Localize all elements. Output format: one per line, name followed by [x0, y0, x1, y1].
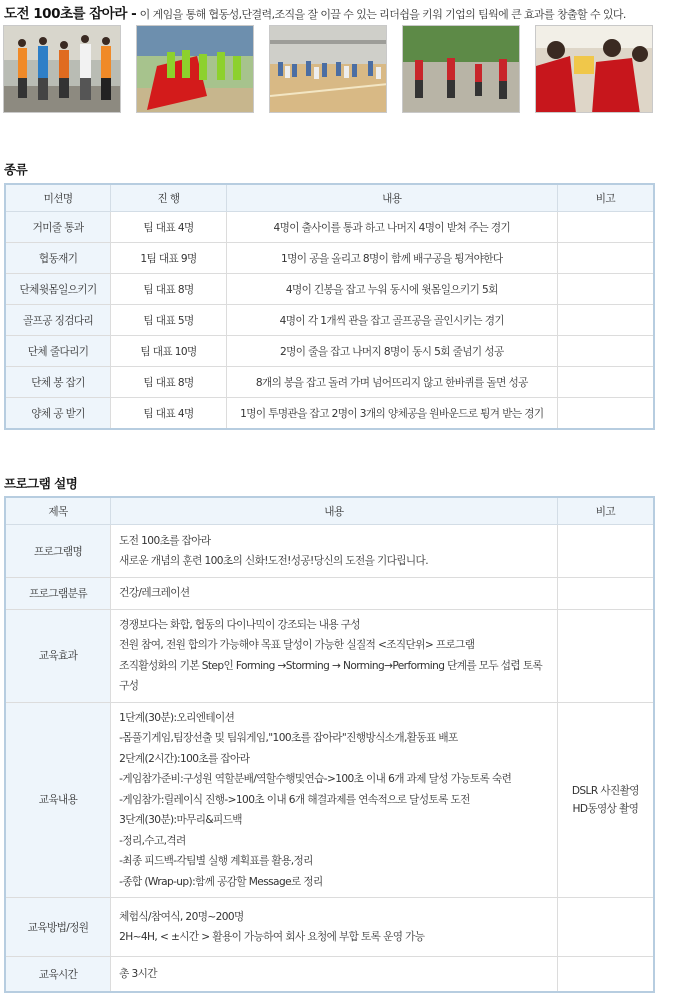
program-note-cell: [557, 957, 654, 993]
photo-red-vests-team: [535, 25, 653, 113]
progress-cell: 팀 대표 8명: [111, 367, 227, 398]
content-line: -게임참가준비:구성원 역할분배/역할수행및연습->100초 이내 6개 과제 달성 가능토록 숙련: [119, 773, 512, 785]
types-table: [4, 183, 655, 430]
program-note-cell: [557, 578, 654, 610]
page-description: 이 게임을 통해 협동성,단결력,조직을 잘 이끌 수 있는 리더쉽을 키워 기업의 팀웍에 큰 효과를 창출할 수 있다.: [139, 8, 626, 21]
content-line: 총 3시간: [119, 967, 157, 980]
program-section-title: 프로그램 설명: [4, 476, 78, 491]
program-content-cell: [111, 578, 558, 610]
progress-cell: 팀 대표 4명: [111, 212, 227, 243]
program-content-cell: [111, 898, 558, 957]
note-line: DSLR 사진촬영: [571, 784, 639, 797]
mission-cell: 단체 봉 잡기: [5, 367, 111, 398]
program-content-cell: [111, 957, 558, 993]
table-row: [5, 578, 654, 610]
content-cell: 4명이 출사이를 통과 하고 나머지 4명이 받쳐 주는 경기: [226, 212, 557, 243]
content-line: 전원 참여, 전원 합의가 가능해야 목표 달성이 가능한 실질적 <조직단위> 프로그램: [119, 639, 475, 651]
content-line: 도전 100초를 잡아라: [119, 534, 211, 547]
table-row: [5, 243, 654, 274]
photo-gym-crowd: [269, 25, 387, 113]
program-label-cell: 프로그램명: [5, 525, 111, 578]
mission-cell: 양체 공 받기: [5, 398, 111, 430]
page-header: [4, 2, 626, 22]
content-line: 2H~4H, < ±시간 > 활용이 가능하여 회사 요청에 부합 토록 운영 가능: [119, 931, 425, 943]
progress-cell: 팀 대표 10명: [111, 336, 227, 367]
program-header-row: [5, 497, 654, 525]
mission-cell: 골프공 징검다리: [5, 305, 111, 336]
column-header-note: 비고: [557, 184, 654, 212]
note-cell: [557, 212, 654, 243]
photo-indoor-group: [3, 25, 121, 113]
types-section-title: 종류: [4, 162, 28, 177]
note-cell: [557, 336, 654, 367]
progress-cell: 1팀 대표 9명: [111, 243, 227, 274]
note-line: HD동영상 촬영: [572, 802, 639, 815]
table-row: [5, 212, 654, 243]
note-cell: [557, 367, 654, 398]
column-header-description: 내용: [111, 497, 558, 525]
content-cell: 1명이 공을 올리고 8명이 함께 배구공을 튕겨야한다: [226, 243, 557, 274]
mission-cell: 협동재기: [5, 243, 111, 274]
program-content-cell: [111, 702, 558, 898]
program-label-cell: 교육시간: [5, 957, 111, 993]
photo-strip: [3, 25, 655, 115]
mission-cell: 거미줄 통과: [5, 212, 111, 243]
table-row: [5, 274, 654, 305]
content-line: 건강/레크레이션: [119, 587, 190, 599]
photo-red-cloth-game: [136, 25, 254, 113]
photo-outdoor-field: [402, 25, 520, 113]
mission-cell: 단체윗몸일으키기: [5, 274, 111, 305]
content-cell: 1명이 투명관을 잡고 2명이 3개의 양체공을 원바운드로 튕겨 받는 경기: [226, 398, 557, 430]
progress-cell: 팀 대표 4명: [111, 398, 227, 430]
table-row: [5, 367, 654, 398]
content-line: -몸풀기게임,팀장선출 및 팀워게임,"100초를 잡아라"진행방식소개,활동표 배포: [119, 732, 458, 744]
table-row: [5, 398, 654, 430]
table-row: [5, 525, 654, 578]
program-label-cell: 교육방법/정원: [5, 898, 111, 957]
content-line: -게임참가:릴레이식 진행->100초 이내 6개 해결과제를 연속적으로 달성토록 도전: [119, 793, 470, 806]
content-line: 조직활성화의 기본 Step인 Forming →Storming → Norming→Performing 단계를 모두 섭렵 토록 구성: [119, 659, 543, 692]
column-header-subject: 제목: [5, 497, 111, 525]
note-cell: [557, 243, 654, 274]
column-header-mission: 미션명: [5, 184, 111, 212]
program-label-cell: 교육내용: [5, 702, 111, 898]
content-line: 2단계(2시간):100초를 잡아라: [119, 752, 250, 765]
table-row: [5, 898, 654, 957]
content-line: 새로운 개념의 훈련 100초의 신화!도전!성공!당신의 도전을 기다립니다.: [119, 555, 428, 567]
content-line: 3단계(30분):마무리&피드백: [119, 814, 242, 826]
table-row: [5, 957, 654, 993]
program-content-cell: [111, 525, 558, 578]
types-header-row: [5, 184, 654, 212]
content-cell: 4명이 각 1개씩 관을 잡고 골프공을 골인시키는 경기: [226, 305, 557, 336]
program-label-cell: 프로그램분류: [5, 578, 111, 610]
progress-cell: 팀 대표 5명: [111, 305, 227, 336]
table-row: [5, 609, 654, 702]
table-row: [5, 702, 654, 898]
page-title: 도전 100초를 잡아라 -: [4, 6, 137, 22]
content-line: 경쟁보다는 화합, 협동의 다이나믹이 강조되는 내용 구성: [119, 618, 361, 631]
content-line: -종합 (Wrap-up):함께 공감할 Message로 정리: [119, 875, 323, 888]
content-cell: 8개의 봉을 잡고 돌려 가며 넘어뜨리지 않고 한바퀴를 돌면 성공: [226, 367, 557, 398]
program-note-cell: [557, 525, 654, 578]
note-cell: [557, 274, 654, 305]
content-cell: 2명이 줄을 잡고 나머지 8명이 동시 5회 줄넘기 성공: [226, 336, 557, 367]
program-note-cell: [557, 609, 654, 702]
program-label-cell: 교육효과: [5, 609, 111, 702]
column-header-content: 내용: [226, 184, 557, 212]
program-table: [4, 496, 655, 993]
table-row: [5, 336, 654, 367]
table-row: [5, 305, 654, 336]
note-cell: [557, 305, 654, 336]
note-cell: [557, 398, 654, 430]
program-content-cell: [111, 609, 558, 702]
column-header-progress: 진 행: [111, 184, 227, 212]
program-note-cell: [557, 898, 654, 957]
content-line: 체험식/참여식, 20명~200명: [119, 910, 244, 923]
progress-cell: 팀 대표 8명: [111, 274, 227, 305]
content-cell: 4명이 긴봉을 잡고 누워 동시에 윗몸일으키기 5회: [226, 274, 557, 305]
column-header-remarks: 비고: [557, 497, 654, 525]
program-note-cell: [557, 702, 654, 898]
content-line: -정리,수고,격려: [119, 834, 186, 847]
content-line: 1단계(30분):오리엔테이션: [119, 711, 235, 724]
content-line: -최종 피드백-각팀별 실행 계획표를 활용,정리: [119, 855, 313, 867]
mission-cell: 단체 줄다리기: [5, 336, 111, 367]
